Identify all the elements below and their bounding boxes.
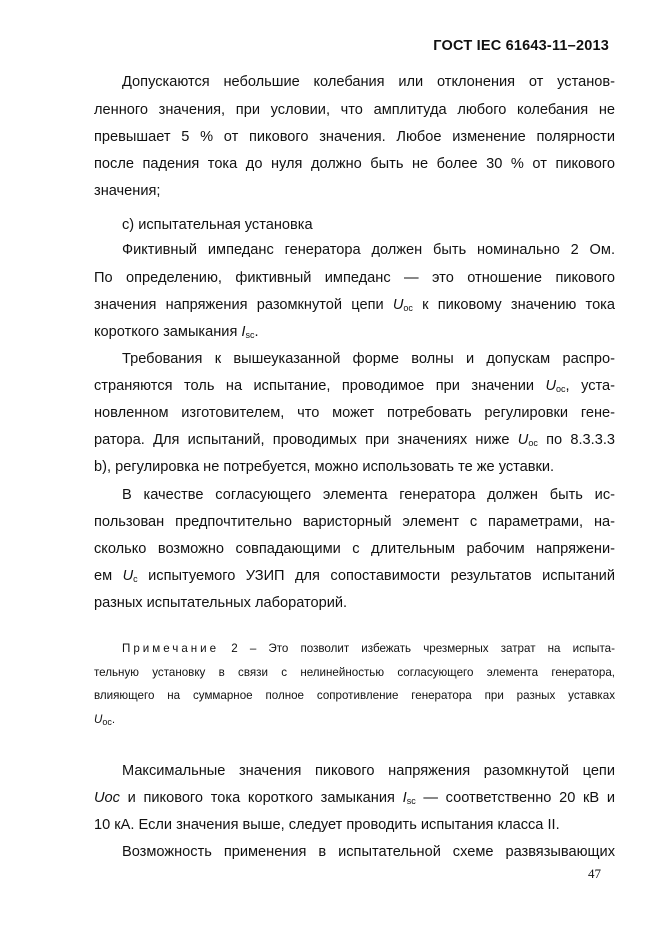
paragraph-5-line-1: Максимальные значения пикового напряжения разомкнутой цепи bbox=[122, 763, 615, 779]
paragraph-3-line-4: ратора. Для испытаний, проводимых при значениях ниже $U_{oc}$ по 8.3.3.3 bbox=[94, 432, 616, 448]
paragraph-1-line-1: Допускаются небольшие колебания или отклонения от установ- bbox=[122, 74, 615, 90]
paragraph-5-line-2: Uoc и пикового тока короткого замыкания $I_{sc}$ — соответственно 20 кВ и bbox=[94, 790, 616, 806]
subscript-oc: oc bbox=[556, 384, 566, 394]
symbol-u: U bbox=[122, 568, 134, 584]
page-number: 47 bbox=[588, 866, 601, 881]
paragraph-2-line-1: Фиктивный импеданс генератора должен быть номинально 2 Ом. bbox=[122, 242, 615, 258]
note-line-4: $U_{oc}$. bbox=[94, 713, 116, 727]
subscript-oc: oc bbox=[528, 438, 538, 448]
paragraph-4-line-3: сколько возможно совпадающими с длительным рабочим напряжени- bbox=[94, 541, 615, 557]
paragraph-3-line-2: страняются толь на испытание, проводимое при значении $U_{oc}$, уста- bbox=[94, 378, 615, 394]
paragraph-1-line-4: после падения тока до нуля должно быть не более 30 % от пикового bbox=[94, 156, 615, 172]
note-label: Примечание bbox=[122, 642, 220, 655]
paragraph-6-line-1: Возможность применения в испытательной схеме развязывающих bbox=[122, 844, 615, 860]
paragraph-2-line-3: значения напряжения разомкнутой цепи $U_{oc}$ к пиковому значению тока bbox=[94, 297, 616, 313]
paragraph-4-line-4: ем $U_c$ испытуемого УЗИП для сопоставимости результатов испытаний bbox=[94, 568, 615, 584]
list-item-c: с) испытательная установка bbox=[122, 217, 313, 233]
symbol-i: I bbox=[241, 324, 246, 340]
paragraph-1-line-5: значения; bbox=[94, 183, 161, 199]
subscript-sc: sc bbox=[245, 330, 255, 340]
note-line-2: тельную установку в связи с нелинейностью согласующего элемента генератора, bbox=[94, 666, 615, 679]
symbol-u: U bbox=[545, 378, 557, 394]
paragraph-5-line-3: 10 кА. Если значения выше, следует проводить испытания класса II. bbox=[94, 817, 560, 833]
paragraph-2-line-4: короткого замыкания $I_{sc}$. bbox=[94, 324, 259, 340]
symbol-u: U bbox=[392, 297, 404, 313]
subscript-oc: oc bbox=[403, 303, 413, 313]
paragraph-1-line-2: ленного значения, при условии, что амплитуда любого колебания не bbox=[94, 102, 615, 118]
subscript-sc: sc bbox=[406, 796, 416, 806]
symbol-i: I bbox=[402, 790, 407, 806]
document-header: ГОСТ IEC 61643-11–2013 bbox=[433, 38, 609, 54]
note-line-1: Примечание 2 – Это позволит избежать чрезмерных затрат на испыта- bbox=[122, 642, 615, 655]
paragraph-4-line-2: пользован предпочтительно варисторный элемент с параметрами, на- bbox=[94, 514, 615, 530]
paragraph-4-line-1: В качестве согласующего элемента генератора должен быть ис- bbox=[122, 487, 615, 503]
subscript-c: c bbox=[133, 574, 138, 584]
subscript-oc: oc bbox=[102, 717, 112, 727]
paragraph-3-line-5: b), регулировка не потребуется, можно использовать те же уставки. bbox=[94, 459, 555, 475]
paragraph-1-line-3: превышает 5 % от пикового значения. Любое изменение полярности bbox=[94, 129, 615, 145]
symbol-u: U bbox=[94, 713, 103, 726]
symbol-u: U bbox=[517, 432, 529, 448]
paragraph-3-line-1: Требования к вышеуказанной форме волны и допускам распро- bbox=[122, 351, 615, 367]
paragraph-3-line-3: новленном изготовителем, что может потребовать регулировки гене- bbox=[94, 405, 615, 421]
note-line-3: влияющего на суммарное полное сопротивление генератора при разных уставках bbox=[94, 689, 615, 702]
paragraph-4-line-5: разных испытательных лабораторий. bbox=[94, 595, 348, 611]
paragraph-2-line-2: По определению, фиктивный импеданс — это отношение пикового bbox=[94, 270, 615, 286]
symbol-uoc: Uoc bbox=[94, 790, 120, 806]
